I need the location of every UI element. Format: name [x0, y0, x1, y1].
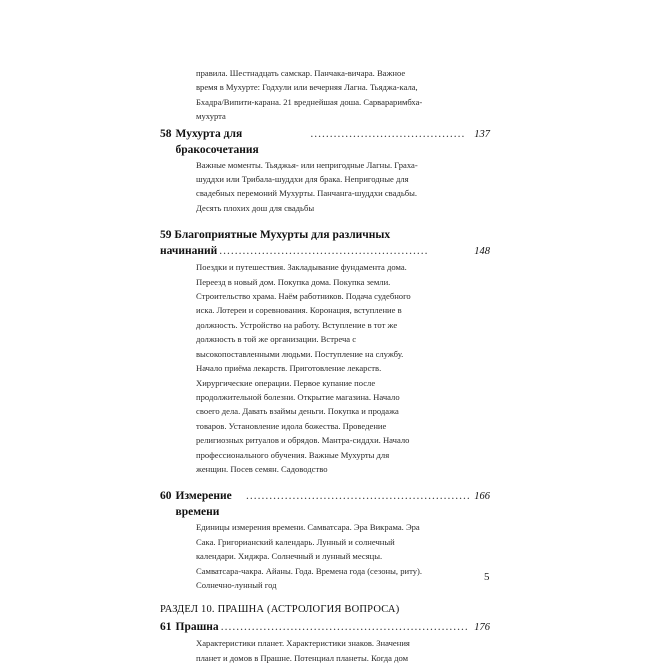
chapter-title-line1: Благоприятные Мухурты для различных: [174, 229, 391, 242]
page-folio-number: 5: [484, 571, 490, 583]
desc-line: правила. Шестнадцать самскар. Панчака-вичара. Важное: [196, 68, 406, 78]
toc-heading: [160, 619, 490, 636]
chapter-title: Мухурта для бракосочетания: [175, 127, 259, 156]
desc-line: религиозных ритуалов и обрядов. Мантра-сиддхи. Начало: [196, 435, 410, 446]
desc-line: Самватсара-чакра. Айаны. Года. Времена года (сезоны, риту).: [196, 565, 423, 576]
desc-line: Важные моменты. Тьяджья- или непригодные Лагны. Граха-: [196, 159, 418, 170]
toc-page: [160, 66, 490, 665]
desc-line: Поездки и путешествия. Закладывание фундамента дома.: [196, 262, 407, 273]
leader-dots: ................................................................: [220, 621, 469, 634]
desc-line: Солнечно-лунный год: [196, 579, 277, 590]
desc-line: время в Мухурте: Годхули или вечерняя Лагна. Тьяджа-кала,: [196, 82, 418, 93]
page-number: 176: [474, 622, 490, 634]
desc-line: Десять плохих дош для свадьбы: [196, 202, 315, 213]
chapter-number: 60: [160, 490, 172, 503]
desc-line: Бхадра/Випити-карана. 21 вреднейшая доша. Сарвараримбха-: [196, 96, 423, 107]
desc-line: Переезд в новый дом. Покупка дома. Покупка земли.: [196, 276, 391, 287]
desc-line: своего дела. Давать взаймы деньги. Покупка и продажа: [196, 406, 399, 417]
desc-line: женщин. Посев семян. Садоводство: [196, 463, 328, 474]
page-number: 137: [474, 128, 490, 140]
leader-dots: ..........................................................: [245, 490, 471, 503]
page-number: 148: [474, 246, 490, 258]
desc-line: свадебных перемоний Мухурты. Панчанга-шуддхи свадьбы.: [196, 188, 418, 199]
desc-line: товаров. Установление идола божества. Проведение: [196, 420, 387, 431]
desc-line: календари. Хиджра. Солнечный и лунный месяцы.: [196, 551, 383, 562]
toc-heading: [160, 126, 490, 158]
chapter-description: [196, 158, 464, 216]
desc-line: Единицы измерения времени. Самватсара. Эра Викрама. Эра: [196, 522, 420, 533]
leader-dots: ........................................: [310, 127, 466, 140]
desc-line: Начало приёма лекарств. Приготовление лекарств.: [196, 363, 382, 374]
chapter-title-line2: начинаний: [160, 245, 218, 258]
desc-line: иска. Лотереи и соревнования. Коронация, вступление в: [196, 305, 402, 316]
chapter-description: [196, 260, 464, 476]
chapter-number: 61: [160, 621, 172, 634]
leader-dots: ......................................................: [219, 245, 429, 258]
toc-heading: [160, 488, 490, 520]
continuation-description: [196, 66, 464, 124]
toc-entry-60: [160, 488, 490, 592]
desc-line: Сака. Григорианский календарь. Лунный и солнечный: [196, 536, 395, 547]
desc-line: шуддхи или Трибала-шуддхи для брака. Непригодные для: [196, 174, 409, 185]
toc-entry-59: [160, 227, 490, 476]
toc-heading-line1: [160, 227, 490, 243]
desc-line: должность. Устройство на работу. Вступление в тот же: [196, 319, 398, 330]
desc-line: мухурта: [196, 111, 226, 122]
page-number: 166: [474, 491, 490, 503]
chapter-description: [196, 520, 464, 592]
toc-entry-61: [160, 619, 490, 665]
desc-line: Характеристики планет. Характеристики знаков. Значения: [196, 638, 410, 649]
desc-line: должность в той же организации. Встреча с: [196, 334, 357, 345]
chapter-number: 58: [160, 127, 172, 140]
toc-heading: [160, 243, 490, 260]
chapter-description: [196, 636, 464, 665]
desc-line: продолжительной болезни. Открытие магазина. Начало: [196, 391, 400, 402]
chapter-title: Измерение времени: [175, 490, 232, 519]
desc-line: Хирургические операции. Первое купание после: [196, 377, 376, 388]
desc-line: Строительство храма. Наём работников. Подача судебного: [196, 291, 411, 302]
toc-entry-58: [160, 126, 490, 216]
section-heading: РАЗДЕЛ 10. ПРАШНА (АСТРОЛОГИЯ ВОПРОСА): [160, 604, 400, 616]
desc-line: профессионального обучения. Важные Мухурты для: [196, 449, 390, 460]
desc-line: высокопоставленными людьми. Поступление на службу.: [196, 348, 404, 359]
chapter-number: 59: [160, 229, 172, 242]
chapter-title: Прашна: [175, 621, 219, 634]
desc-line: планет и домов в Прашне. Потенциал планеты. Когда дом: [196, 652, 409, 663]
